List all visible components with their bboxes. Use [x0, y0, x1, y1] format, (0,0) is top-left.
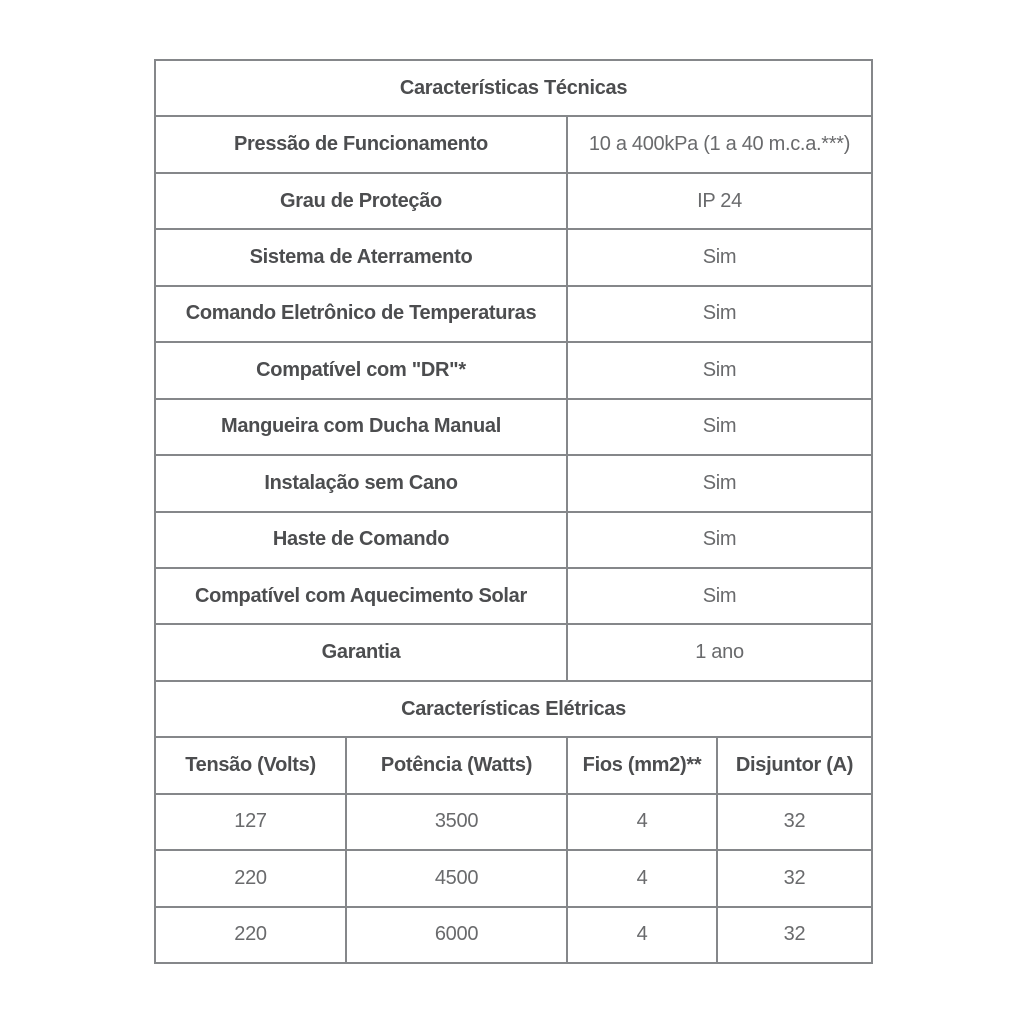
spec-label: Pressão de Funcionamento: [155, 116, 567, 172]
spec-value: Sim: [567, 568, 872, 624]
spec-label: Instalação sem Cano: [155, 455, 567, 511]
spec-label: Compatível com "DR"*: [155, 342, 567, 398]
column-header-tensao: Tensão (Volts): [155, 737, 346, 793]
spec-value: Sim: [567, 229, 872, 285]
table-row: [155, 568, 872, 624]
spec-label: Sistema de Aterramento: [155, 229, 567, 285]
cell-tensao: 220: [155, 850, 346, 906]
spec-value: Sim: [567, 286, 872, 342]
column-header-potencia: Potência (Watts): [346, 737, 567, 793]
spec-label: Comando Eletrônico de Temperaturas: [155, 286, 567, 342]
spec-value: Sim: [567, 512, 872, 568]
table-row: [155, 116, 872, 172]
technical-specs-table: [154, 59, 873, 964]
cell-fios: 4: [567, 794, 717, 850]
cell-potencia: 3500: [346, 794, 567, 850]
cell-disjuntor: 32: [717, 794, 872, 850]
table-row: [155, 624, 872, 680]
table-row: [155, 173, 872, 229]
spec-value: 10 a 400kPa (1 a 40 m.c.a.***): [567, 116, 872, 172]
electrical-section-title: Características Elétricas: [155, 681, 872, 737]
spec-label: Mangueira com Ducha Manual: [155, 399, 567, 455]
table-title-row: [155, 60, 872, 116]
spec-label: Haste de Comando: [155, 512, 567, 568]
spec-label: Grau de Proteção: [155, 173, 567, 229]
cell-potencia: 4500: [346, 850, 567, 906]
electrical-header-row: [155, 737, 872, 793]
table-row: [155, 229, 872, 285]
spec-value: 1 ano: [567, 624, 872, 680]
table-row: [155, 455, 872, 511]
table-row: [155, 286, 872, 342]
cell-potencia: 6000: [346, 907, 567, 963]
column-header-fios: Fios (mm2)**: [567, 737, 717, 793]
table-row: [155, 399, 872, 455]
table-row: [155, 342, 872, 398]
table-row: [155, 794, 872, 850]
cell-disjuntor: 32: [717, 907, 872, 963]
table-row: [155, 512, 872, 568]
spec-value: Sim: [567, 399, 872, 455]
spec-value: Sim: [567, 342, 872, 398]
table-row: [155, 907, 872, 963]
cell-tensao: 220: [155, 907, 346, 963]
cell-fios: 4: [567, 850, 717, 906]
cell-fios: 4: [567, 907, 717, 963]
table-row: [155, 850, 872, 906]
electrical-section-title-row: [155, 681, 872, 737]
spec-label: Garantia: [155, 624, 567, 680]
spec-label: Compatível com Aquecimento Solar: [155, 568, 567, 624]
table-title: Características Técnicas: [155, 60, 872, 116]
column-header-disjuntor: Disjuntor (A): [717, 737, 872, 793]
cell-disjuntor: 32: [717, 850, 872, 906]
spec-value: Sim: [567, 455, 872, 511]
cell-tensao: 127: [155, 794, 346, 850]
spec-value: IP 24: [567, 173, 872, 229]
